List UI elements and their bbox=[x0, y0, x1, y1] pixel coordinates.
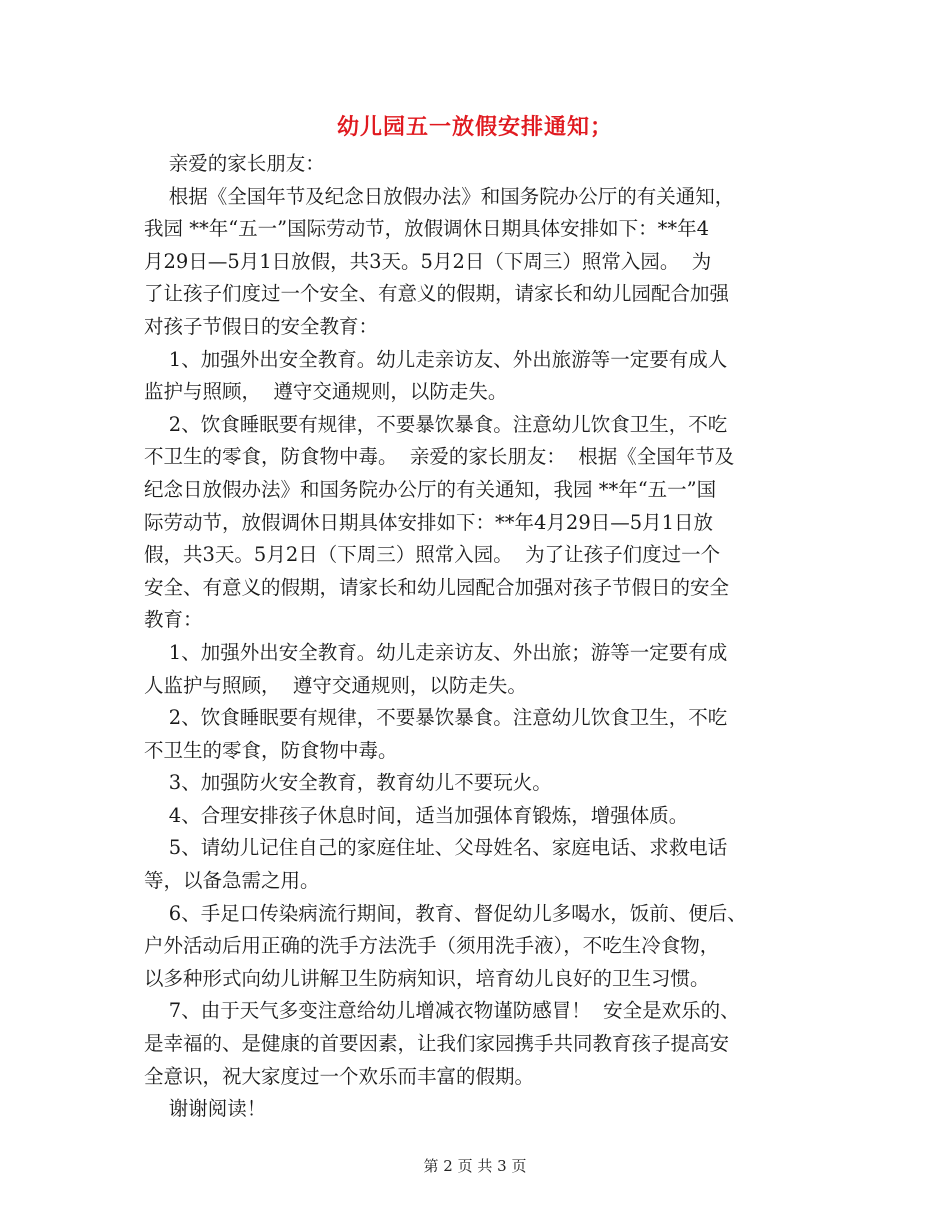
body-line: 谢谢阅读！ bbox=[144, 1097, 267, 1121]
body-line: 3、加强防火安全教育，教育幼儿不要玩火。 bbox=[144, 771, 552, 795]
body-line: 监护与照顾， 遵守交通规则，以防走失。 bbox=[144, 380, 508, 404]
body-line: 教育： bbox=[144, 608, 203, 632]
body-line: 我园 **年“五一”国际劳动节，放假调休日期具体安排如下：**年4 bbox=[144, 217, 710, 241]
page-footer: 第 2 页 共 3 页 bbox=[423, 1157, 527, 1175]
body-line: 人监护与照顾， 遵守交通规则，以防走失。 bbox=[144, 673, 527, 697]
body-line: 纪念日放假办法》和国务院办公厅的有关通知，我园 **年“五一”国 bbox=[144, 477, 717, 501]
body-line: 1、加强外出安全教育。幼儿走亲访友、外出旅；游等一定要有成 bbox=[144, 640, 728, 664]
body-line: 安全、有意义的假期，请家长和幼儿园配合加强对孩子节假日的安全 bbox=[144, 575, 730, 599]
body-line: 假，共3天。5月2日（下周三）照常入园。 为了让孩子们度过一个 bbox=[144, 543, 721, 567]
body-line: 2、饮食睡眠要有规律，不要暴饮暴食。注意幼儿饮食卫生，不吃 bbox=[144, 706, 728, 730]
body-line: 不卫生的零食，防食物中毒。 bbox=[144, 738, 398, 762]
body-line: 是幸福的、是健康的首要因素，让我们家园携手共同教育孩子提高安 bbox=[144, 1032, 730, 1056]
body-line: 不卫生的零食，防食物中毒。 亲爱的家长朋友： 根据《全国年节及 bbox=[144, 445, 735, 469]
body-line: 亲爱的家长朋友： bbox=[144, 152, 325, 175]
body-line: 户外活动后用正确的洗手方法洗手（须用洗手液），不吃生冷食物， bbox=[144, 934, 720, 958]
body-line: 2、饮食睡眠要有规律，不要暴饮暴食。注意幼儿饮食卫生，不吃 bbox=[144, 412, 728, 436]
body-line: 等，以备急需之用。 bbox=[144, 869, 320, 893]
body-line: 4、合理安排孩子休息时间，适当加强体育锻炼，增强体质。 bbox=[144, 803, 689, 827]
body-line: 以多种形式向幼儿讲解卫生防病知识，培育幼儿良好的卫生习惯。 bbox=[144, 966, 710, 990]
body-line: 根据《全国年节及纪念日放假办法》和国务院办公厅的有关通知， bbox=[144, 184, 735, 208]
body-line: 7、由于天气多变注意给幼儿增减衣物谨防感冒！ 安全是欢乐的、 bbox=[144, 999, 740, 1023]
body-line: 际劳动节，放假调休日期具体安排如下：**年4月29日—5月1日放 bbox=[144, 510, 714, 534]
body-line: 月29日—5月1日放假，共3天。5月2日（下周三）照常入园。 为 bbox=[144, 249, 712, 273]
body-line: 1、加强外出安全教育。幼儿走亲访友、外出旅游等一定要有成人 bbox=[144, 347, 728, 371]
body-line: 全意识，祝大家度过一个欢乐而丰富的假期。 bbox=[144, 1064, 535, 1088]
document-body bbox=[144, 148, 814, 1126]
body-line: 对孩子节假日的安全教育： bbox=[144, 314, 379, 338]
body-line: 6、手足口传染病流行期间，教育、督促幼儿多喝水，饭前、便后、 bbox=[144, 901, 747, 925]
document-title: 幼儿园五一放假安排通知； bbox=[336, 114, 613, 140]
body-line: 了让孩子们度过一个安全、有意义的假期，请家长和幼儿园配合加强 bbox=[144, 282, 730, 306]
body-line: 5、请幼儿记住自己的家庭住址、父母姓名、家庭电话、求救电话 bbox=[144, 836, 728, 860]
